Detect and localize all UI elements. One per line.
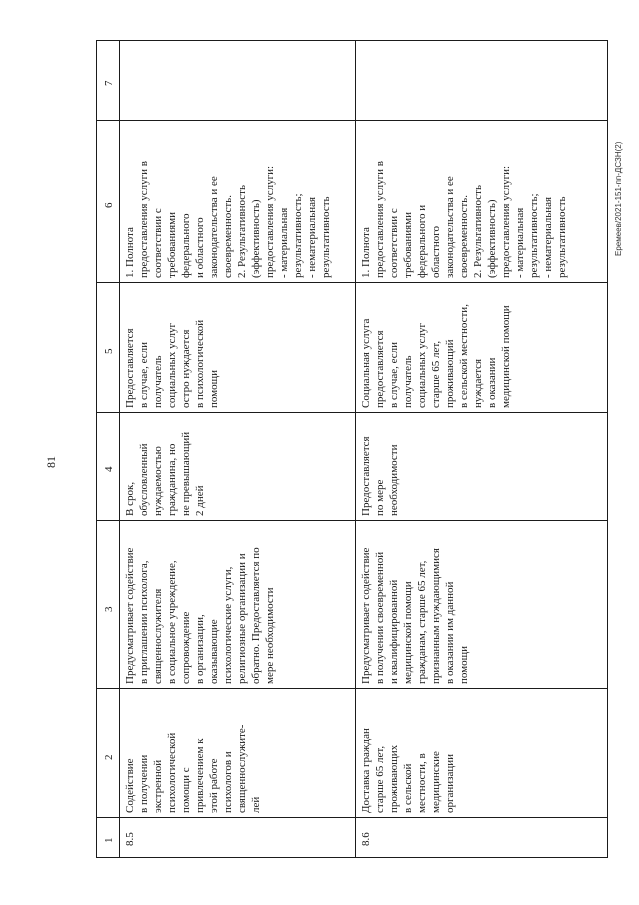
column-header-7: 7 [103,80,115,86]
header-row-divider [119,40,120,858]
service-description: Предусматривает содействие в получении своевременной и квалифицированной медицинской помощи гражданам, старше 65 лет, признанным нуждающимися в оказании им данной помощи [360,547,470,684]
column-header-1: 1 [103,837,115,843]
column-divider-3-4 [96,520,608,521]
column-divider-1-2 [96,817,608,818]
service-name: Доставка граждан старше 65 лет, проживающих в сельской местности, в медицинские организации [360,728,456,813]
column-header-5: 5 [103,348,115,354]
service-description: Предусматривает содействие в приглашении психолога, священнослужителя в социальное учреждение, сопровождение в организации, оказывающие психологические услуги, религиозные организации и обратно. Предоставляется по мере необходимости [124,547,276,684]
column-divider-6-7 [96,120,608,121]
service-term: Предоставляется по мере необходимости [360,436,400,516]
quality-indicators: 1. Полнота предоставления услуги в соответствии с требованиями федерального и областного законодательства и ее своевременность. 2. Результативность (эффективность) предоставления услуги: - материальная результативность; - нематериальная результативность [360,161,568,278]
column-header-6: 6 [103,202,115,208]
page-number: 81 [44,456,58,468]
quality-indicators: 1. Полнота предоставления услуги в соответствии с требованиями федерального и областного законодательства и ее своевременность. 2. Результативность (эффективность) предоставления услуги: - материальная результативность; - нематериальная результативность [124,161,332,278]
document-footer: Еремеев/2021-151-пп-ДСЗН(2) [614,141,623,256]
service-conditions: Предоставляется в случае, если получатель социальных услуг остро нуждается в психологической помощи [124,319,220,408]
table-border-bottom [96,857,608,858]
column-divider-5-6 [96,282,608,283]
row-divider [355,40,356,858]
table-border-left [96,40,97,858]
column-divider-4-5 [96,412,608,413]
service-conditions: Социальная услуга предоставляется в случае, если получатель социальных услуг старше 65 лет, проживающий в сельской местности, нуждается в оказании медицинской помощи [360,304,512,408]
service-term: В срок, обусловленный нуждаемостью гражданина, но не превышающий 2 дней [124,431,206,516]
row-number: 8.6 [360,832,372,846]
service-name: Содействие в получении экстренной психологической помощи с привлечением к этой работе психологов и священнослужите- лей [124,724,262,813]
table-border-right [607,40,608,858]
column-header-4: 4 [103,466,115,472]
column-header-2: 2 [103,754,115,760]
row-number: 8.5 [124,832,136,846]
table-border-top [96,40,608,41]
column-header-3: 3 [103,606,115,612]
